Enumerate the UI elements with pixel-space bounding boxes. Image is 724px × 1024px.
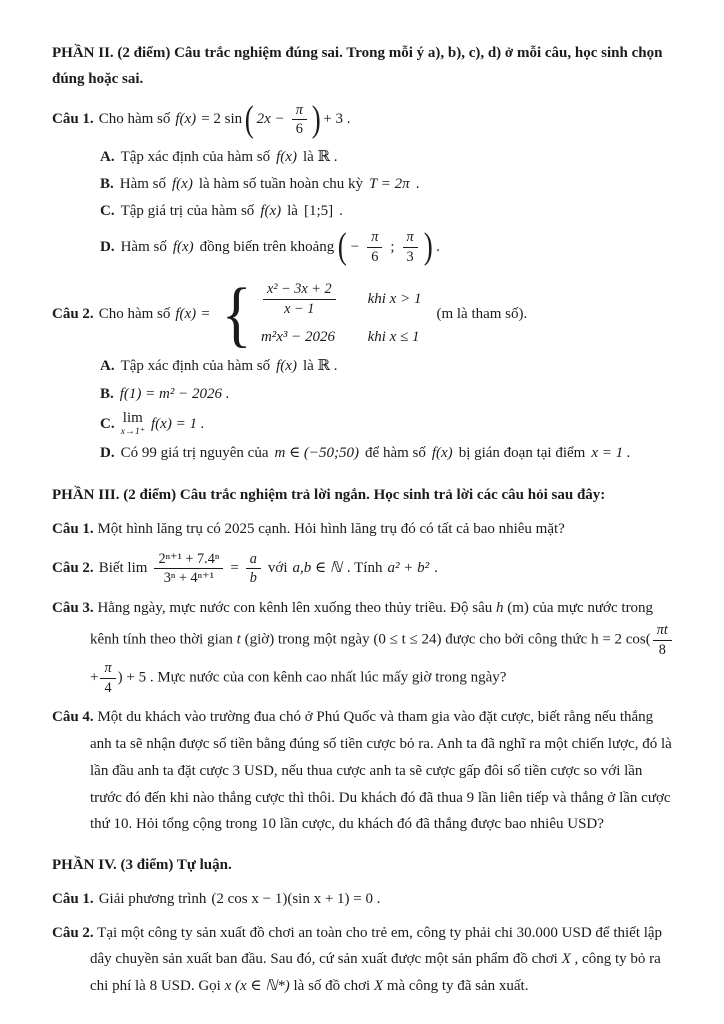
option-text: bị gián đoạn tại điểm bbox=[458, 445, 586, 462]
option-label: A. bbox=[100, 148, 115, 165]
fraction bbox=[154, 550, 223, 588]
option-a bbox=[100, 144, 676, 171]
option-text: là bbox=[287, 203, 298, 220]
math-h: h bbox=[496, 599, 504, 616]
piecewise-cases bbox=[261, 280, 422, 348]
option-text: Tập xác định của hàm số bbox=[120, 148, 271, 165]
math-x-in-N: x (x ∈ ℕ*) bbox=[224, 977, 290, 994]
fraction-denominator: 6 bbox=[371, 248, 379, 265]
fraction-numerator: a bbox=[246, 550, 261, 570]
option-text: để hàm số bbox=[365, 445, 426, 462]
math-inner: 2x − bbox=[256, 111, 285, 128]
math-period: T = 2π bbox=[368, 175, 410, 192]
question-label: Câu 1. bbox=[52, 891, 94, 908]
math-fx: f(x) bbox=[276, 148, 297, 165]
limit-subscript: x→1⁺ bbox=[120, 426, 146, 438]
part2-question-2: Câu 2. Cho hàm số f(x) = { $\frac{\text{x² − 3x + 2}}{x - 1}$ khi x > 1 m²x³ − 2026 khi x ≤ 1 (m là tham số). bbox=[52, 273, 528, 355]
part2-q1-options bbox=[100, 144, 676, 267]
option-d: D. Hàm số f(x) đồng biến trên khoảng ( − $\frac{\pi}{6}$ ; $\frac{\pi}{3}$ ) . bbox=[100, 226, 440, 268]
part4-question-1 bbox=[52, 886, 676, 912]
option-text: là ℝ . bbox=[302, 358, 338, 375]
limit-block bbox=[121, 411, 145, 437]
math-fx: f(x) bbox=[276, 358, 297, 375]
option-text: Có 99 giá trị nguyên của bbox=[120, 445, 269, 462]
math-fx: f(x) bbox=[175, 111, 197, 128]
math-expression: f(1) = m² − 2026 . bbox=[119, 385, 230, 402]
math-ab: a,b ∈ ℕ bbox=[292, 560, 342, 577]
question-text: . bbox=[434, 560, 438, 577]
option-text: là ℝ . bbox=[302, 148, 338, 165]
fraction-numerator: π bbox=[100, 659, 115, 679]
option-text: đồng biến trên khoảng bbox=[199, 239, 335, 256]
fraction bbox=[292, 101, 307, 139]
question-intro: Biết lim bbox=[98, 560, 148, 577]
option-text: Hàm số bbox=[119, 175, 167, 192]
fraction-numerator: πt bbox=[653, 621, 672, 641]
question-label: Câu 2. bbox=[52, 305, 94, 322]
math-m-range: m ∈ (−50;50) bbox=[274, 445, 360, 462]
part3-question-2 bbox=[52, 550, 676, 588]
part2-question-1: Câu 1. Cho hàm số f(x) = 2 sin ( 2x − $\frac{\pi}{6}$ ) + 3 . bbox=[52, 98, 351, 140]
part2-q2-options bbox=[100, 353, 676, 467]
option-label: C. bbox=[100, 203, 115, 220]
option-label: A. bbox=[100, 358, 115, 375]
math-fx: f(x) bbox=[172, 175, 193, 192]
question-text: mà công ty đã sản xuất. bbox=[386, 977, 529, 994]
question-text: Một du khách vào trường đua chó ở Phú Quốc và tham gia vào đặt cược, biết rằng nếu thắng anh ta sẽ nhận được số tiền bằng đúng số tiền cược bỏ ra. Anh ta đã nghĩ ra một chiến lược, đó là lần đầu anh ta đặt cược 3 USD, nếu thua cược anh ta sẽ cược gấp đôi số tiền cược so với lần trước đó đến khi nào thắng cược thì thôi. Du khách đó đã thua 9 lần liên tiếp và thắng ở lần cược thứ 10. Hỏi tổng cộng trong 10 lần cược, du khách đó đã thắng được bao nhiêu USD? bbox=[90, 709, 672, 833]
math-t: t bbox=[236, 631, 241, 648]
question-intro: Giải phương trình bbox=[98, 891, 207, 908]
question-text: là số đồ chơi bbox=[293, 977, 371, 994]
fraction-numerator: 2ⁿ⁺¹ + 7.4ⁿ bbox=[154, 550, 223, 570]
question-tail: (m là tham số). bbox=[436, 305, 528, 322]
option-text: . bbox=[339, 203, 343, 220]
question-text: với bbox=[267, 560, 288, 577]
math-t-range: (0 ≤ t ≤ 24) bbox=[373, 631, 442, 648]
part2-heading: PHẦN II. (2 điểm) Câu trắc nghiệm đúng sai. Trong mỗi ý a), b), c), d) ở mỗi câu, học sinh chọn đúng hoặc sai. bbox=[52, 45, 663, 88]
option-text: Hàm số bbox=[120, 239, 167, 256]
fraction-numerator: x² − 3x + 2 bbox=[263, 280, 336, 300]
limit-label: lim bbox=[122, 410, 143, 427]
fraction-numerator: π bbox=[403, 228, 418, 248]
fraction bbox=[653, 621, 672, 659]
part3-section bbox=[52, 482, 676, 838]
fraction bbox=[246, 550, 261, 588]
fraction bbox=[403, 228, 418, 266]
question-intro: Cho hàm số bbox=[98, 305, 171, 322]
option-b bbox=[100, 171, 676, 198]
part4-heading: PHẦN IV. (3 điểm) Tự luận. bbox=[52, 856, 232, 873]
option-text: Tập xác định của hàm số bbox=[120, 358, 271, 375]
part3-question-3 bbox=[52, 595, 676, 698]
fraction bbox=[367, 228, 382, 266]
option-text: là hàm số tuần hoàn chu kỳ bbox=[198, 175, 363, 192]
option-c bbox=[100, 198, 676, 225]
option-text: . bbox=[436, 239, 440, 256]
question-label: Câu 2. bbox=[52, 924, 94, 941]
part3-question-4 bbox=[52, 704, 676, 837]
option-text: . bbox=[415, 175, 420, 192]
question-label: Câu 2. bbox=[52, 560, 94, 577]
math-fx: f(x) bbox=[260, 203, 282, 220]
option-label: B. bbox=[100, 175, 114, 192]
fraction-denominator: x − 1 bbox=[284, 300, 315, 317]
question-text: (m) của mực nước trong kênh tính theo thời gian bbox=[90, 599, 654, 648]
math-fx: f(x) bbox=[172, 239, 194, 256]
question-intro: Cho hàm số bbox=[98, 111, 171, 128]
fraction-denominator: 3 bbox=[406, 248, 414, 265]
question-text: Mực nước của con kênh cao nhất lúc mấy giờ trong ngày? bbox=[157, 669, 507, 686]
question-text: công ty bỏ ra chi phí là 8 USD. Gọi bbox=[90, 951, 661, 994]
option-label: B. bbox=[100, 385, 114, 402]
math-x-eq-1: x = 1 . bbox=[591, 445, 631, 462]
fraction-denominator: b bbox=[249, 570, 257, 587]
math-X: X , bbox=[561, 951, 579, 968]
part2-section bbox=[52, 40, 676, 468]
question-label: Câu 1. bbox=[52, 111, 94, 128]
question-text: Hằng ngày, mực nước con kênh lên xuống theo thủy triều. Độ sâu bbox=[97, 599, 493, 616]
math-fx: f(x) bbox=[431, 445, 453, 462]
fraction-denominator: 8 bbox=[658, 641, 666, 658]
option-a bbox=[100, 353, 676, 380]
question-text: Tại một công ty sản xuất đồ chơi an toàn cho trẻ em, công ty phải chi 30.000 USD để thiết lập dây chuyền sản xuất ban đầu. Sau đó, cứ sản xuất được một sản phẩm đồ chơi bbox=[90, 924, 663, 968]
fraction-denominator: 4 bbox=[104, 679, 112, 696]
math-formula-post: ) + 5 . bbox=[117, 669, 154, 686]
fraction bbox=[263, 280, 336, 318]
case-expression: m²x³ − 2026 bbox=[260, 329, 336, 346]
part4-question-2 bbox=[52, 920, 676, 1000]
math-eq: = 2 sin bbox=[201, 111, 243, 128]
math-eq: = bbox=[230, 560, 239, 577]
math-fx: f(x) bbox=[175, 305, 197, 322]
case-condition: khi x > 1 bbox=[367, 290, 422, 307]
math-expression: f(x) = 1 . bbox=[151, 416, 205, 433]
math-separator: ; bbox=[390, 239, 395, 256]
option-label: D. bbox=[100, 445, 115, 462]
math-tail: + 3 . bbox=[323, 111, 351, 128]
option-b bbox=[100, 381, 676, 408]
question-text: (giờ) trong một ngày bbox=[244, 631, 370, 648]
option-label: D. bbox=[100, 239, 115, 256]
part4-section bbox=[52, 852, 676, 1000]
part3-question-1 bbox=[52, 516, 676, 543]
math-minus: − bbox=[350, 239, 360, 256]
question-label: Câu 1. bbox=[52, 521, 94, 538]
question-text: Một hình lăng trụ có 2025 cạnh. Hỏi hình lăng trụ đó có tất cả bao nhiêu mặt? bbox=[97, 521, 565, 538]
option-d bbox=[100, 440, 676, 467]
fraction-denominator: 6 bbox=[295, 121, 303, 138]
fraction-numerator: π bbox=[367, 228, 382, 248]
part3-heading: PHẦN III. (2 điểm) Câu trắc nghiệm trả lời ngắn. Học sinh trả lời các câu hỏi sau đây: bbox=[52, 486, 606, 503]
math-formula-pre: h = 2 cos( bbox=[591, 631, 651, 648]
math-range: [1;5] bbox=[303, 203, 334, 220]
math-X: X bbox=[373, 977, 384, 994]
option-c bbox=[100, 411, 676, 437]
option-text: Tập giá trị của hàm số bbox=[120, 203, 255, 220]
question-label: Câu 3. bbox=[52, 599, 94, 616]
fraction-denominator: 3ⁿ + 4ⁿ⁺¹ bbox=[163, 570, 214, 587]
math-eq: = bbox=[201, 305, 210, 322]
case-condition: khi x ≤ 1 bbox=[367, 329, 420, 346]
question-text: được cho bởi công thức bbox=[445, 631, 588, 648]
fraction-numerator: π bbox=[292, 101, 307, 121]
question-text: . Tính bbox=[346, 560, 383, 577]
math-a2-b2: a² + b² bbox=[387, 560, 430, 577]
option-label: C. bbox=[100, 416, 115, 433]
question-label: Câu 4. bbox=[52, 709, 94, 726]
math-plus: + bbox=[90, 669, 99, 686]
math-equation: (2 cos x − 1)(sin x + 1) = 0 . bbox=[211, 891, 381, 908]
fraction bbox=[100, 659, 115, 697]
